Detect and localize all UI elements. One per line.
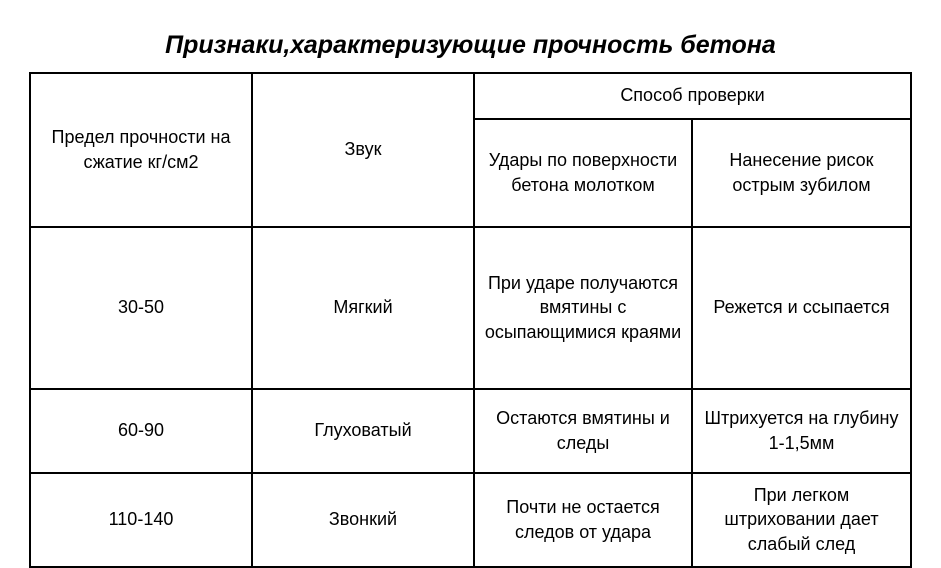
page-title: Признаки,характеризующие прочность бетона [165, 31, 776, 59]
cell-chisel: Режется и ссыпается [692, 227, 911, 389]
header-cell-hammer: Удары по поверхности бетона молотком [474, 119, 692, 227]
header-cell-chisel: Нанесение рисок острым зубилом [692, 119, 911, 227]
cell-sound: Мягкий [252, 227, 474, 389]
table-row [30, 227, 911, 389]
cell-strength: 30-50 [30, 227, 252, 389]
concrete-strength-table [29, 72, 912, 568]
cell-hammer: Остаются вмятины и следы [474, 389, 692, 473]
cell-hammer: Почти не остается следов от удара [474, 473, 692, 567]
cell-chisel: При легком штриховании дает слабый след [692, 473, 911, 567]
header-cell-method-group: Способ проверки [474, 73, 911, 119]
table-row [30, 473, 911, 567]
table-header-row-group [30, 73, 911, 119]
cell-chisel: Штрихуется на глубину 1-1,5мм [692, 389, 911, 473]
cell-hammer: При ударе получаются вмятины с осыпающимися краями [474, 227, 692, 389]
cell-sound: Глуховатый [252, 389, 474, 473]
cell-sound: Звонкий [252, 473, 474, 567]
cell-strength: 60-90 [30, 389, 252, 473]
table-row [30, 389, 911, 473]
header-cell-strength: Предел прочности на сжатие кг/см2 [30, 73, 252, 227]
cell-strength: 110-140 [30, 473, 252, 567]
header-cell-sound: Звук [252, 73, 474, 227]
